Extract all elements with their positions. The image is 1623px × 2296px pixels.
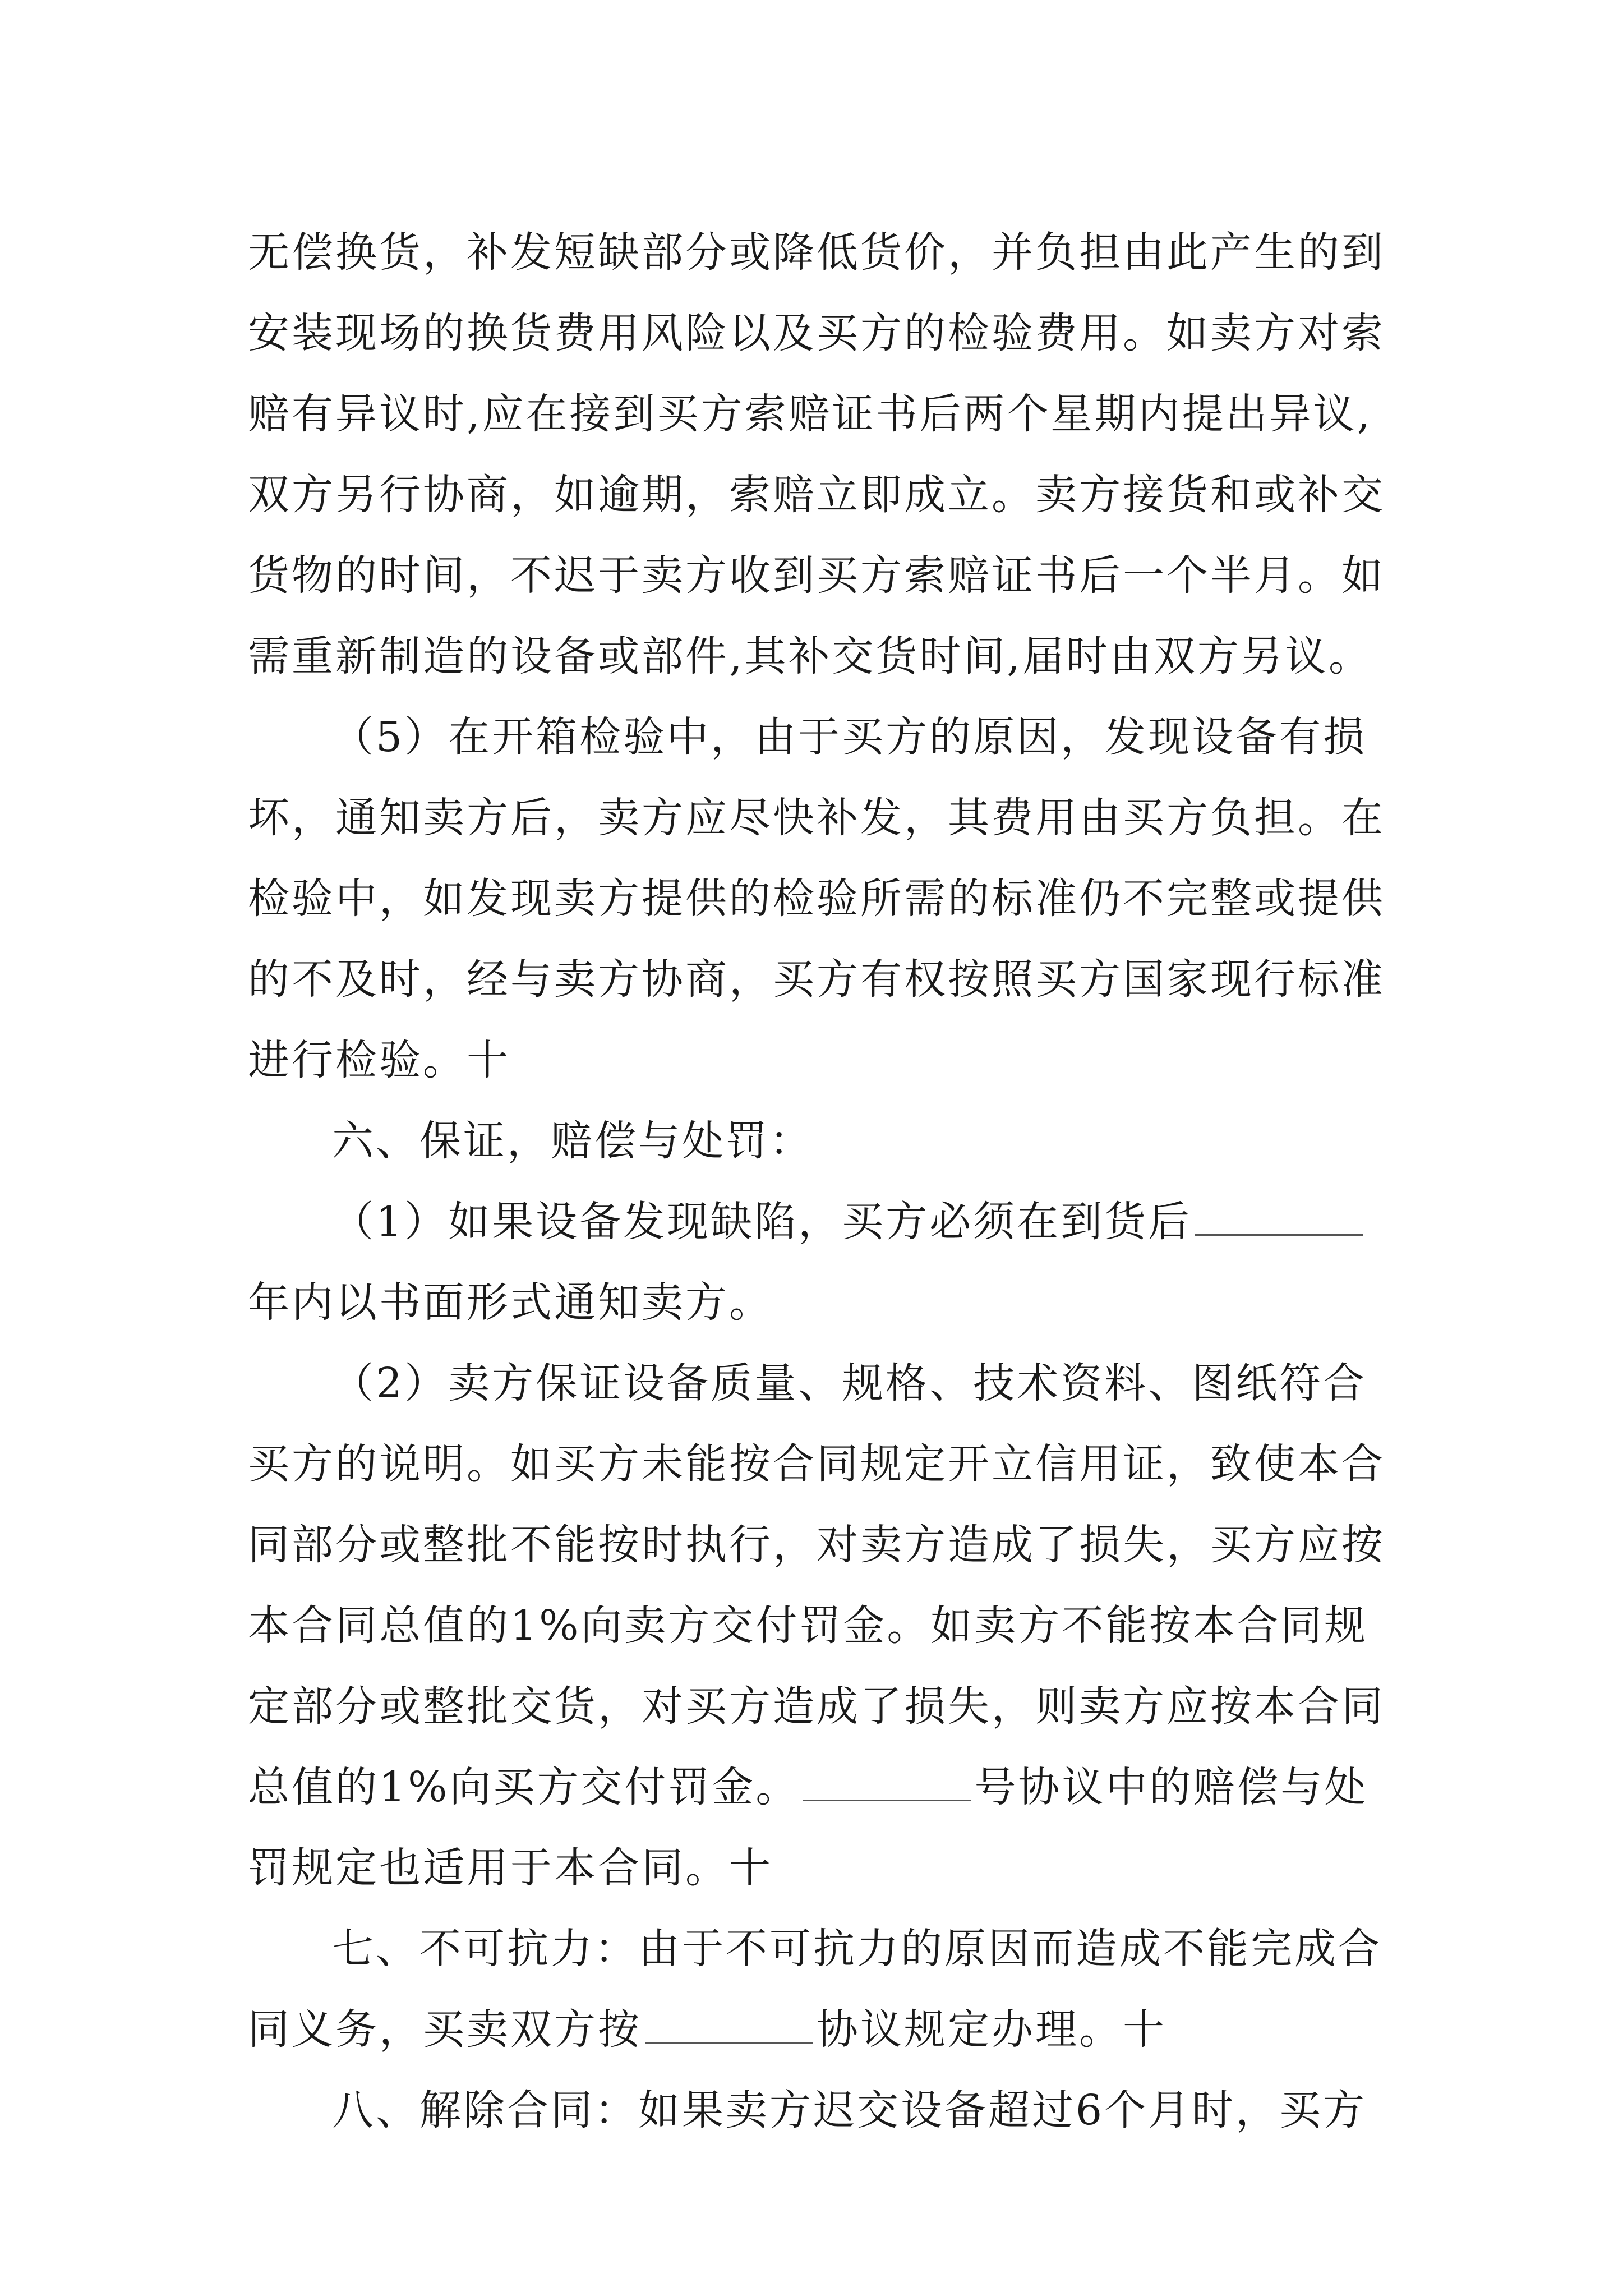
- text-line: 定部分或整批交货，对买方造成了损失，则卖方应按本合同: [248, 1682, 1385, 1731]
- text-line: 无偿换货，补发短缺部分或降低货价，并负担由此产生的到: [248, 228, 1385, 277]
- fill-in-blank-agreement-number: [803, 1766, 971, 1801]
- paragraph-start-line: [248, 1181, 1375, 1262]
- text-line: 坏，通知卖方后，卖方应尽快补发，其费用由买方负担。在: [248, 794, 1385, 842]
- line-text-before-blank: 同义务，买卖双方按: [248, 2005, 642, 2054]
- text-line: 同部分或整批不能按时执行，对卖方造成了损失，买方应按: [248, 1521, 1385, 1569]
- text-line: 本合同总值的1%向卖方交付罚金。如卖方不能按本合同规: [248, 1602, 1368, 1650]
- text-line: 的不及时，经与卖方协商，买方有权按照买方国家现行标准: [248, 955, 1385, 1004]
- fill-in-blank-agreement: [645, 2008, 813, 2044]
- text-line: 买方的说明。如买方未能按合同规定开立信用证，致使本合: [248, 1440, 1385, 1488]
- text-line: 年内以书面形式通知卖方。: [248, 1278, 773, 1327]
- line-text-after-blank: 协议规定办理。十: [817, 2005, 1166, 2054]
- text-line: 需重新制造的设备或部件,其补交货时间,届时由双方另议。: [248, 632, 1373, 680]
- text-line: 进行检验。十: [248, 1036, 510, 1084]
- text-line: [248, 1747, 1375, 1828]
- text-line: [248, 1989, 1375, 2070]
- line-text-before-blank: （1）如果设备发现缺陷，买方必须在到货后: [332, 1198, 1192, 1246]
- contract-text: [248, 212, 1385, 2151]
- paragraph-start-line: （5）在开箱检验中，由于买方的原因，发现设备有损: [332, 713, 1367, 761]
- line-text-after-blank: 号协议中的赔偿与处: [974, 1763, 1368, 1811]
- section-heading-guarantee: 六、保证，赔偿与处罚：: [332, 1117, 813, 1165]
- paragraph-start-line: （2）卖方保证设备质量、规格、技术资料、图纸符合: [332, 1359, 1367, 1407]
- text-line: 安装现场的换货费用风险以及买方的检验费用。如卖方对索: [248, 309, 1385, 357]
- text-line: 货物的时间，不迟于卖方收到买方索赔证书后一个半月。如: [248, 551, 1385, 600]
- fill-in-blank-years: [1195, 1200, 1363, 1236]
- text-line: 赔有异议时,应在接到买方索赔证书后两个星期内提出异议,: [248, 390, 1373, 438]
- section-heading-force-majeure: 七、不可抗力：由于不可抗力的原因而造成不能完成合: [332, 1925, 1382, 1973]
- section-heading-termination: 八、解除合同：如果卖方迟交设备超过6个月时，买方: [332, 2086, 1367, 2134]
- line-text-before-blank: 总值的1%向买方交付罚金。: [248, 1763, 800, 1811]
- text-line: 罚规定也适用于本合同。十: [248, 1844, 773, 1892]
- text-line: 双方另行协商，如逾期，索赔立即成立。卖方接货和或补交: [248, 471, 1385, 519]
- text-line: 检验中，如发现卖方提供的检验所需的标准仍不完整或提供: [248, 875, 1385, 923]
